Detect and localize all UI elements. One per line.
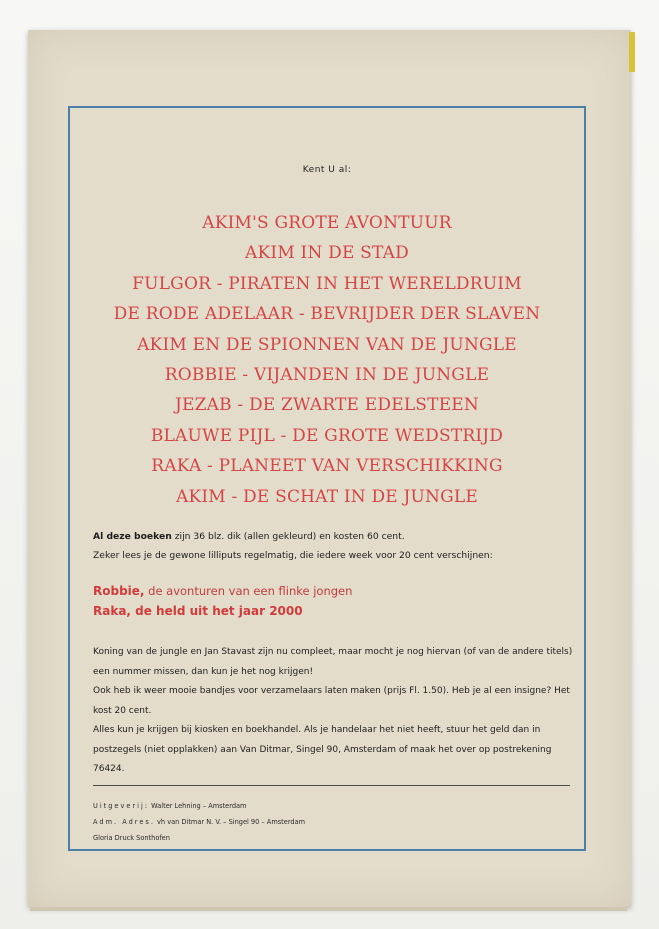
book-title: BLAUWE PIJL - DE GROTE WEDSTRIJD — [150, 425, 504, 446]
book-titles-list — [70, 208, 584, 512]
header-kent-u-al: Kent U al: — [302, 165, 352, 175]
note-paragraph: Koning van de jungle en Jan Stavast zijn nu compleet, maar mocht je nog hiervan (of van de andere titels) een nummer missen, dan kun je het nog krijgen! — [93, 647, 573, 677]
notes-paragraphs — [93, 643, 573, 780]
book-title: AKIM'S GROTE AVONTUUR — [202, 213, 452, 233]
publisher-line — [93, 798, 573, 814]
yellow-spine-edge — [629, 32, 635, 72]
book-title: AKIM IN DE STAD — [245, 243, 409, 264]
book-title: JEZAB - DE ZWARTE EDELSTEEN — [175, 395, 479, 416]
note-paragraph: Alles kun je krijgen bij kiosken en boekhandel. Als je handelaar het niet heeft, stuur het geld dan in postzegels (niet opplakken) aan Van Ditmar, Singel 90, Amsterdam of maak het over op postrekening 76424. — [93, 725, 552, 774]
publisher-label: Uitgeverij: — [93, 802, 150, 810]
pricing-bold-lead: Al deze boeken — [93, 531, 172, 542]
printer-line: Gloria Druck Sonthofen — [93, 834, 170, 842]
publisher-value: Walter Lehning – Amsterdam — [149, 802, 247, 810]
book-title: AKIM - DE SCHAT IN DE JUNGLE — [176, 486, 478, 507]
address-label: Adm. Adres. — [93, 818, 155, 826]
lilliput-desc: de avonturen van een flinke jongen — [144, 584, 353, 598]
divider-rule — [93, 785, 570, 786]
pricing-line-1 — [93, 527, 573, 546]
book-title: RAKA - PLANEET VAN VERSCHIKKING — [151, 456, 503, 477]
back-cover — [28, 30, 631, 907]
address-line — [93, 814, 573, 830]
colophon — [93, 798, 573, 846]
lilliput-raka — [93, 601, 573, 621]
book-title: AKIM EN DE SPIONNEN VAN DE JUNGLE — [137, 334, 517, 355]
book-title: DE RODE ADELAAR - BEVRIJDER DER SLAVEN — [113, 304, 541, 325]
address-value: vh van Ditmar N. V. – Singel 90 – Amsterdam — [154, 818, 306, 826]
lilliput-name: Raka, de held uit het jaar 2000 — [93, 604, 303, 618]
note-paragraph: Ook heb ik weer mooie bandjes voor verzamelaars laten maken (prijs Fl. 1.50). Heb je al een insigne? Het kost 20 cent. — [93, 686, 570, 716]
lilliput-robbie — [93, 581, 573, 601]
lilliput-name: Robbie, — [93, 584, 145, 598]
pricing-line-1-rest: zijn 36 blz. dik (allen gekleurd) en kosten 60 cent. — [171, 531, 405, 542]
pricing-info — [93, 527, 573, 565]
blue-border-frame — [68, 106, 586, 851]
book-title: FULGOR - PIRATEN IN HET WERELDRUIM — [132, 273, 522, 294]
pricing-line-2: Zeker lees je de gewone lilliputs regelmatig, die iedere week voor 20 cent verschijnen: — [93, 550, 493, 561]
book-title: ROBBIE - VIJANDEN IN DE JUNGLE — [164, 364, 490, 385]
page-edge — [30, 907, 627, 911]
lilliput-series — [93, 581, 573, 621]
